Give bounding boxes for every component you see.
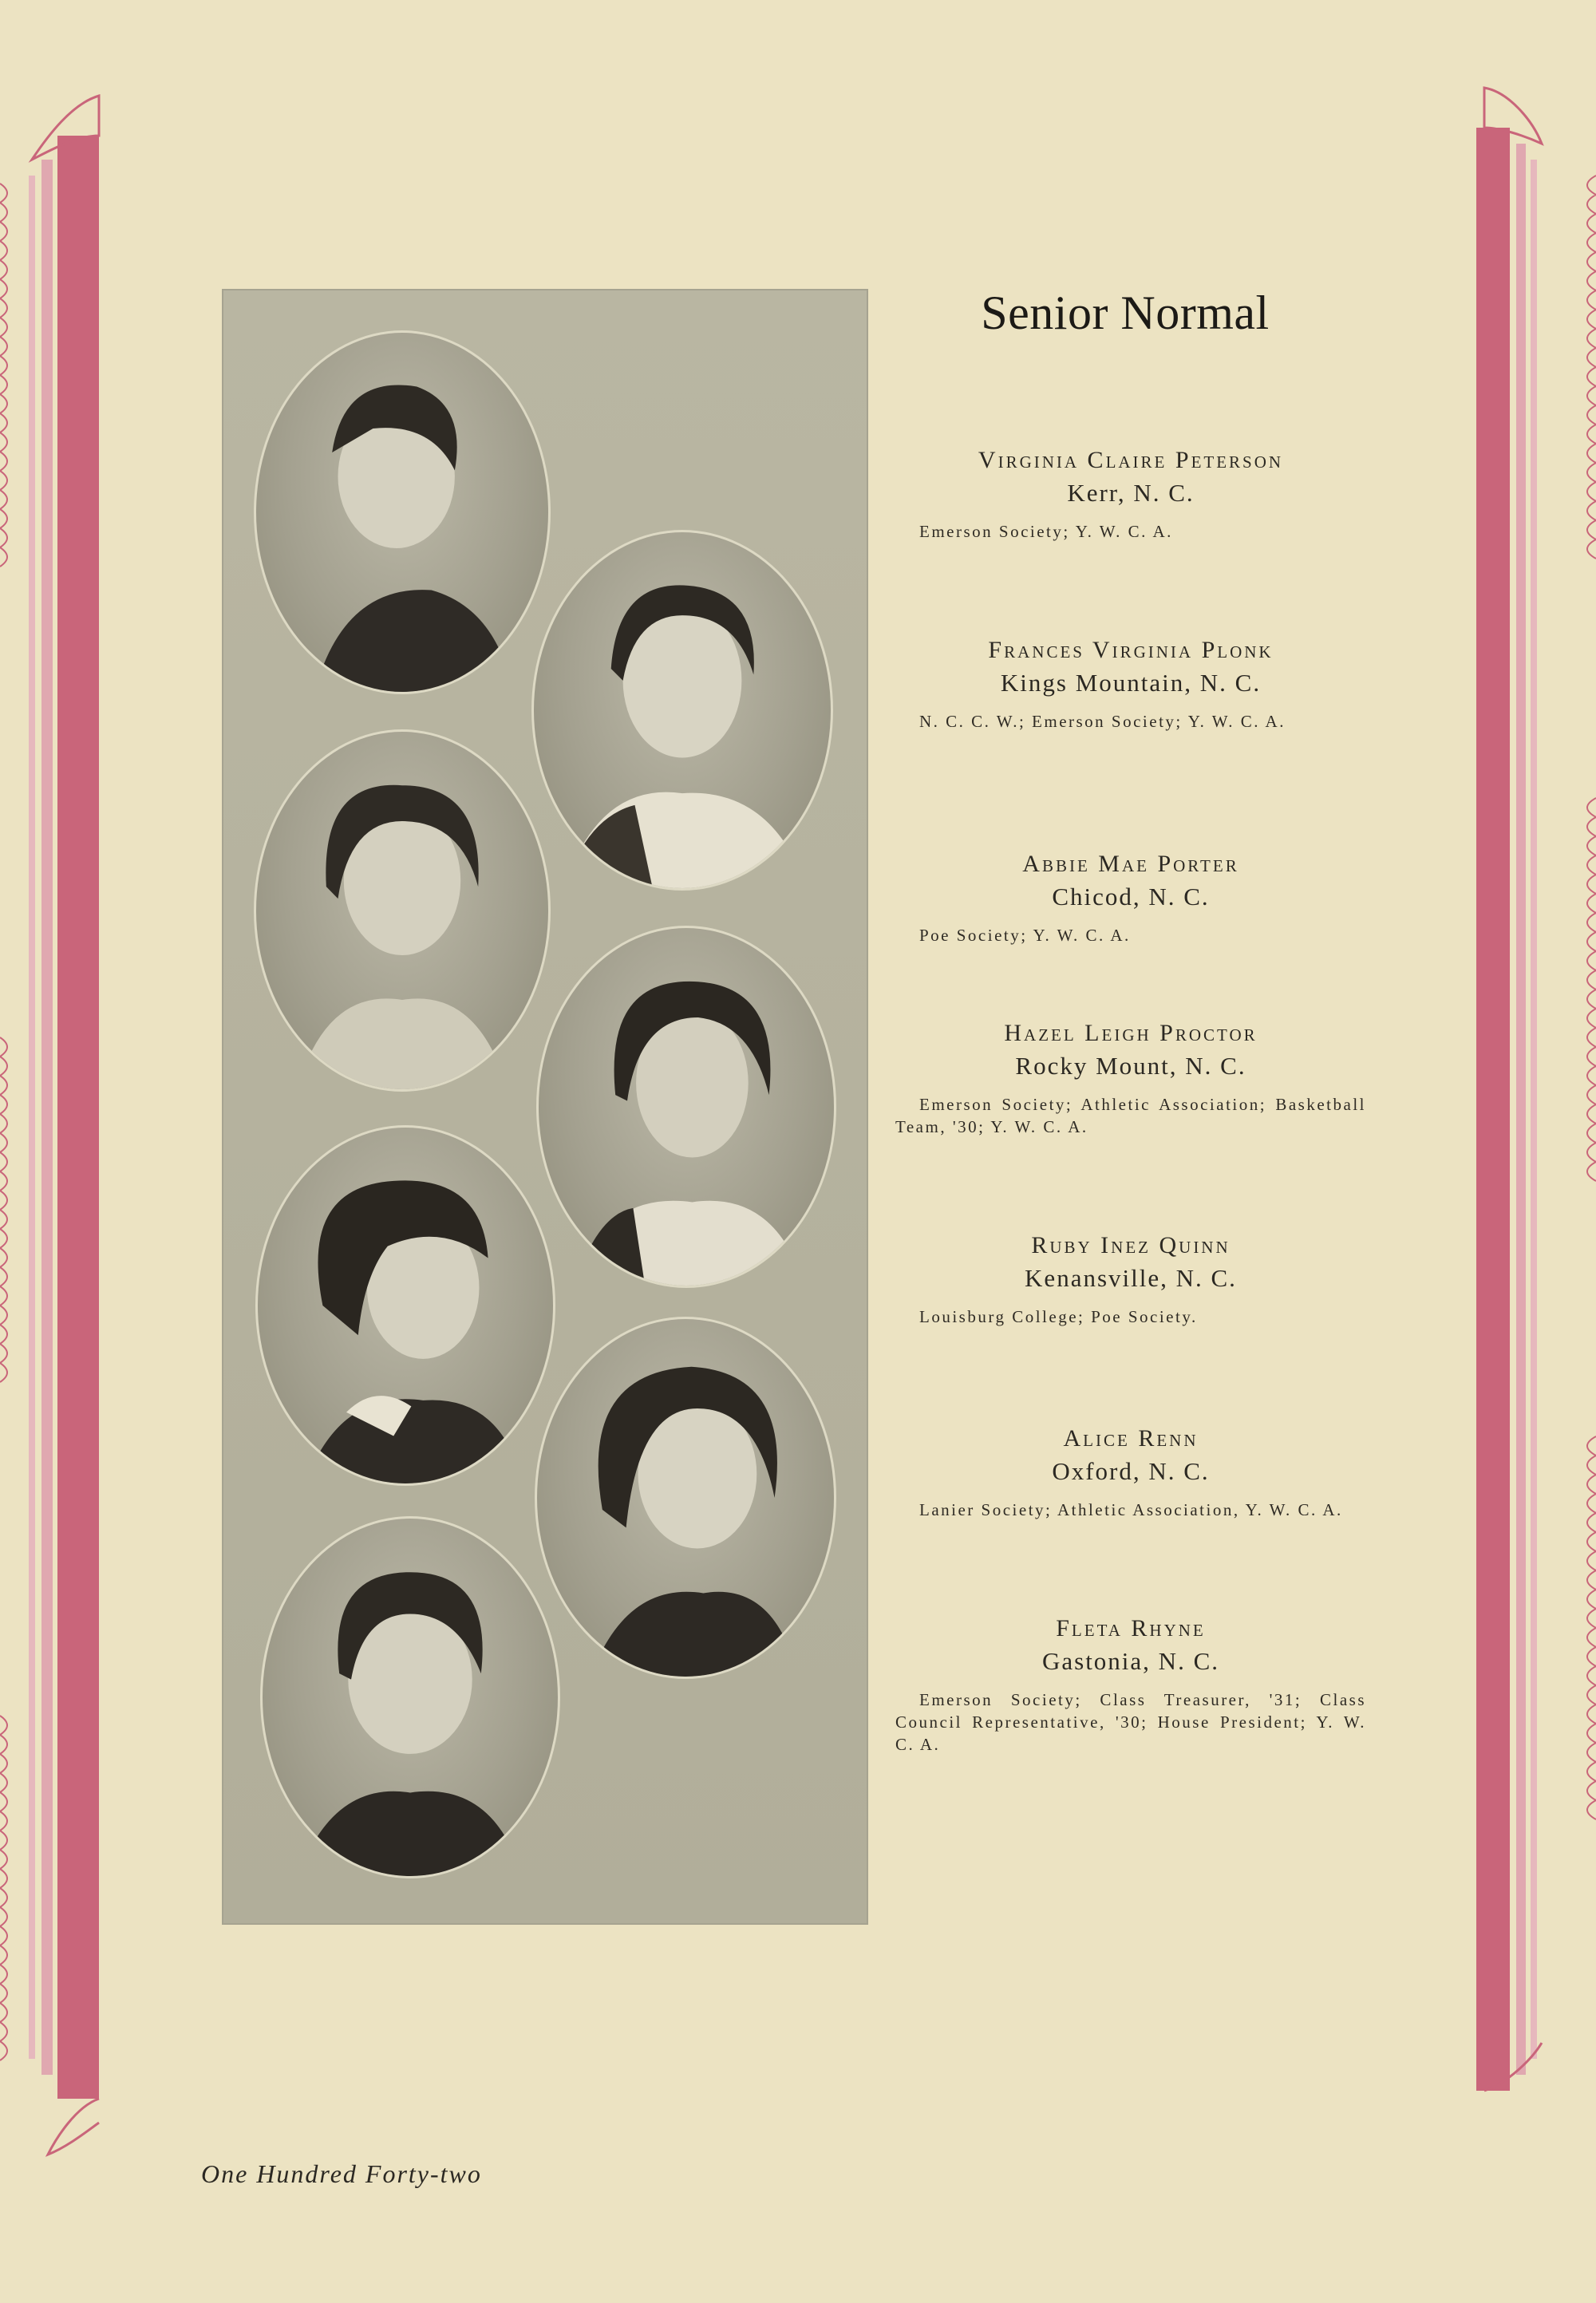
student-hometown: Gastonia, N. C.	[1041, 1647, 1219, 1675]
student-activities: Emerson Society; Class Treasurer, '31; Class Council Representative, '30; House President; Y. W. C. A.	[895, 1690, 1366, 1754]
student-activities: Emerson Society; Y. W. C. A.	[919, 522, 1173, 541]
student-hometown: Rocky Mount, N. C.	[1015, 1052, 1246, 1080]
student-activities: N. C. C. W.; Emerson Society; Y. W. C. A.	[919, 712, 1286, 731]
portrait-photo	[254, 330, 551, 694]
left-decorative-border	[0, 0, 112, 2186]
student-name: Ruby Inez Quinn	[1031, 1232, 1231, 1258]
student-name: Fleta Rhyne	[1056, 1615, 1206, 1641]
portrait-panel	[222, 289, 868, 1925]
student-hometown: Kings Mountain, N. C.	[1000, 669, 1262, 697]
student-name: Hazel Leigh Proctor	[1004, 1020, 1258, 1046]
student-entry	[895, 637, 1366, 733]
student-name: Virginia Claire Peterson	[978, 447, 1284, 473]
student-hometown: Chicod, N. C.	[1052, 883, 1210, 911]
student-entry	[895, 447, 1366, 543]
portrait-photo	[255, 1125, 555, 1486]
portrait-photo	[260, 1516, 560, 1878]
student-activities: Emerson Society; Athletic Association; Basketball Team, '30; Y. W. C. A.	[895, 1095, 1366, 1136]
student-name: Frances Virginia Plonk	[988, 637, 1274, 663]
student-activities: Lanier Society; Athletic Association, Y. W. C. A.	[919, 1500, 1343, 1519]
student-activities: Louisburg College; Poe Society.	[919, 1307, 1198, 1326]
student-entry	[895, 1232, 1366, 1328]
portrait-photo	[531, 530, 833, 891]
student-name: Abbie Mae Porter	[1022, 851, 1239, 877]
student-hometown: Oxford, N. C.	[1052, 1457, 1210, 1485]
portrait-photo	[535, 1317, 836, 1679]
student-entry	[895, 851, 1366, 946]
student-activities: Poe Society; Y. W. C. A.	[919, 926, 1131, 945]
section-title: Senior Normal	[981, 286, 1270, 339]
student-entry	[895, 1020, 1366, 1138]
page-number: One Hundred Forty-two	[201, 2159, 482, 2188]
right-decorative-border	[1468, 0, 1596, 2123]
portrait-photo	[536, 926, 836, 1288]
student-entry	[895, 1615, 1366, 1756]
student-hometown: Kenansville, N. C.	[1025, 1264, 1237, 1292]
student-entry	[895, 1425, 1366, 1521]
portrait-photo	[254, 729, 551, 1092]
student-hometown: Kerr, N. C.	[1067, 479, 1195, 507]
student-name: Alice Renn	[1063, 1425, 1199, 1452]
